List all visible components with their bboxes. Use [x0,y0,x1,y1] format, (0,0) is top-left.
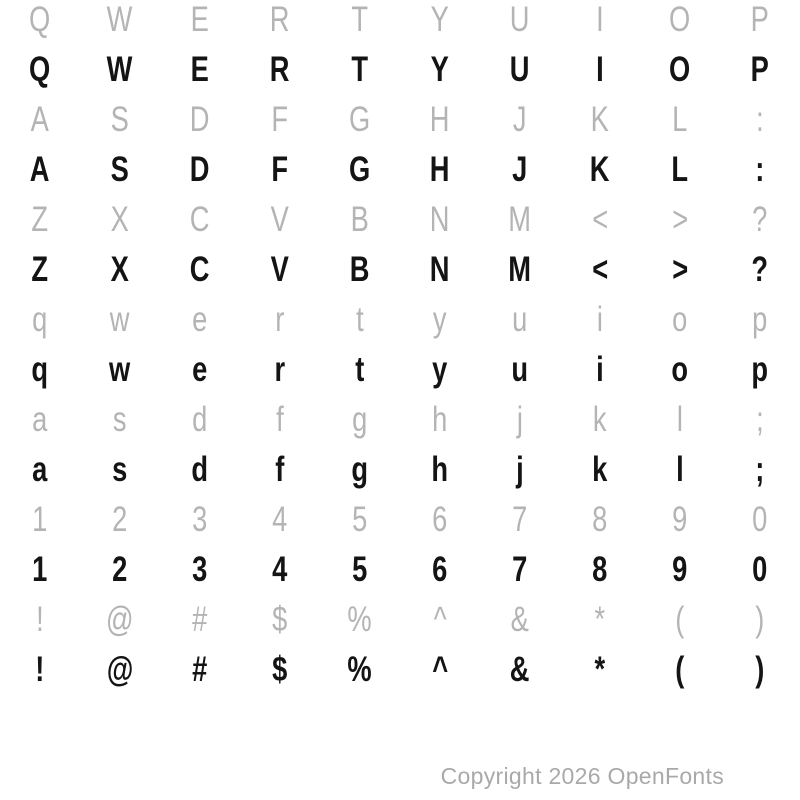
glyph-cell [400,44,480,94]
glyph: s [113,399,127,439]
glyph: i [596,299,604,339]
glyph: ? [752,199,768,239]
glyph-row [0,544,800,594]
glyph-cell [720,394,800,444]
glyph-cell [400,94,480,144]
glyph-cell [560,344,640,394]
glyph: % [347,649,373,689]
glyph: y [433,299,447,339]
glyph: ^ [433,599,447,639]
glyph-cell [400,494,480,544]
glyph: t [355,349,365,389]
glyph: l [676,399,684,439]
glyph-cell [640,44,720,94]
glyph-cell [480,594,560,644]
glyph-cell [640,494,720,544]
glyph: > [672,249,688,289]
glyph-cell [560,294,640,344]
glyph-cell [240,144,320,194]
glyph: I [596,49,604,89]
glyph: 3 [192,549,208,589]
glyph: o [672,299,688,339]
glyph: K [590,149,610,189]
glyph-cell [720,94,800,144]
glyph: & [510,599,530,639]
glyph: R [270,0,290,39]
glyph-cell [240,194,320,244]
glyph: W [107,0,133,39]
glyph-cell [480,494,560,544]
glyph: F [271,99,289,139]
glyph: Q [29,0,51,39]
glyph: 6 [432,499,448,539]
glyph: i [596,349,604,389]
glyph-cell [160,594,240,644]
glyph-row [0,44,800,94]
glyph: 0 [752,499,768,539]
glyph-cell [560,144,640,194]
glyph-cell [720,444,800,494]
glyph: # [192,649,208,689]
glyph-cell [640,344,720,394]
glyph-cell [160,144,240,194]
glyph-cell [320,244,400,294]
glyph-cell [400,394,480,444]
glyph: N [430,199,450,239]
glyph-cell [640,594,720,644]
glyph-cell [400,544,480,594]
glyph: ; [755,449,765,489]
glyph: f [275,449,285,489]
glyph: h [431,449,449,489]
glyph: d [191,449,209,489]
glyph: 5 [352,499,368,539]
glyph-cell [720,494,800,544]
glyph-cell [400,644,480,694]
glyph-cell [80,544,160,594]
glyph: w [109,349,131,389]
glyph: < [592,249,608,289]
glyph-cell [80,294,160,344]
glyph-cell [0,44,80,94]
glyph: ( [675,649,685,689]
glyph: 3 [192,499,208,539]
glyph-cell [560,444,640,494]
glyph: A [30,149,50,189]
glyph-cell [160,294,240,344]
glyph-cell [80,0,160,44]
glyph-cell [720,344,800,394]
glyph: w [110,299,130,339]
glyph-cell [560,244,640,294]
glyph-cell [640,94,720,144]
glyph: $ [272,599,288,639]
glyph: P [750,0,770,39]
glyph-cell [240,0,320,44]
glyph-cell [560,644,640,694]
glyph-cell [640,244,720,294]
glyph-cell [160,444,240,494]
glyph-cell [160,244,240,294]
glyph-cell [640,194,720,244]
glyph: ! [35,649,45,689]
glyph: S [110,149,130,189]
glyph-cell [560,594,640,644]
glyph: L [672,99,688,139]
glyph: Q [29,49,51,89]
glyph: ) [755,649,765,689]
glyph: X [110,199,130,239]
glyph: ? [751,249,769,289]
glyph-cell [560,0,640,44]
glyph: Z [31,199,49,239]
glyph: : [756,99,764,139]
glyph: ; [756,399,764,439]
glyph: I [596,0,604,39]
glyph: T [351,49,369,89]
glyph-cell [320,494,400,544]
glyph: S [110,99,130,139]
glyph: p [751,349,769,389]
glyph-cell [720,544,800,594]
glyph: u [511,349,529,389]
glyph-cell [320,44,400,94]
glyph-cell [320,194,400,244]
glyph: 2 [112,549,128,589]
glyph: a [32,399,48,439]
glyph-cell [560,544,640,594]
glyph-cell [400,144,480,194]
glyph: H [430,99,450,139]
glyph-cell [160,0,240,44]
glyph: f [276,399,284,439]
glyph: k [593,399,607,439]
glyph-cell [400,294,480,344]
glyph: s [112,449,128,489]
glyph: u [512,299,528,339]
glyph: 7 [512,549,528,589]
glyph-row [0,144,800,194]
glyph: E [190,0,210,39]
glyph-row [0,644,800,694]
glyph-cell [400,244,480,294]
glyph-cell [80,44,160,94]
glyph-cell [240,94,320,144]
glyph: L [671,149,689,189]
glyph-cell [720,294,800,344]
glyph: 5 [352,549,368,589]
glyph-cell [320,144,400,194]
glyph-cell [0,0,80,44]
glyph-cell [0,594,80,644]
glyph-cell [320,94,400,144]
glyph-cell [80,194,160,244]
glyph: O [669,49,691,89]
glyph-cell [720,194,800,244]
glyph-cell [560,494,640,544]
glyph-cell [480,194,560,244]
glyph-cell [240,344,320,394]
glyph-cell [640,544,720,594]
glyph-cell [240,44,320,94]
glyph: @ [106,649,134,689]
glyph-cell [640,644,720,694]
glyph-cell [240,544,320,594]
glyph: F [271,149,289,189]
copyright-text: Copyright 2026 OpenFonts [440,763,724,790]
glyph-cell [160,344,240,394]
glyph-cell [0,344,80,394]
glyph-cell [480,394,560,444]
glyph: j [516,449,524,489]
glyph-cell [0,544,80,594]
glyph: V [270,199,290,239]
glyph-cell [560,44,640,94]
glyph: 9 [672,549,688,589]
glyph: G [349,149,371,189]
glyph-cell [80,94,160,144]
glyph-cell [240,444,320,494]
glyph: E [190,49,210,89]
glyph-cell [720,594,800,644]
glyph-cell [80,244,160,294]
glyph: H [430,149,450,189]
glyph: R [270,49,290,89]
glyph: j [516,399,524,439]
glyph: $ [272,649,288,689]
glyph-cell [480,294,560,344]
glyph: G [349,99,371,139]
glyph-cell [480,94,560,144]
glyph: ^ [432,649,448,689]
glyph-cell [240,494,320,544]
glyph-cell [320,444,400,494]
glyph-cell [0,144,80,194]
glyph-cell [320,394,400,444]
glyph: ) [755,599,765,639]
glyph: < [592,199,608,239]
glyph-cell [320,544,400,594]
glyph-cell [160,94,240,144]
glyph-cell [560,194,640,244]
glyph-cell [720,244,800,294]
glyph: B [350,199,370,239]
glyph: ( [675,599,685,639]
glyph-cell [0,194,80,244]
glyph-cell [640,394,720,444]
glyph-cell [0,644,80,694]
glyph: 4 [272,549,288,589]
glyph: h [432,399,448,439]
glyph: W [107,49,133,89]
glyph: a [32,449,48,489]
glyph-cell [160,544,240,594]
glyph: Y [430,0,450,39]
glyph: 8 [592,549,608,589]
glyph: g [352,399,368,439]
glyph: K [590,99,610,139]
glyph: C [190,249,210,289]
glyph: J [513,99,527,139]
glyph-cell [400,194,480,244]
glyph-cell [240,594,320,644]
glyph-cell [240,294,320,344]
glyph-cell [160,194,240,244]
glyph: ! [36,599,44,639]
glyph-cell [80,444,160,494]
glyph: : [755,149,765,189]
glyph-cell [320,644,400,694]
glyph-cell [480,244,560,294]
glyph-cell [400,0,480,44]
glyph-cell [640,0,720,44]
glyph: D [190,99,210,139]
glyph: C [190,199,210,239]
glyph-cell [720,0,800,44]
glyph-cell [560,94,640,144]
glyph: r [274,349,286,389]
glyph-cell [720,644,800,694]
glyph: t [356,299,364,339]
glyph-row [0,394,800,444]
glyph: d [192,399,208,439]
glyph: D [190,149,210,189]
glyph-row [0,594,800,644]
glyph: e [192,299,208,339]
glyph-row [0,294,800,344]
glyph: 9 [672,499,688,539]
glyph: M [508,249,532,289]
glyph: 7 [512,499,528,539]
glyph-cell [480,144,560,194]
glyph-cell [640,444,720,494]
glyph-cell [160,644,240,694]
glyph: l [676,449,684,489]
glyph-cell [0,444,80,494]
glyph: p [752,299,768,339]
glyph-cell [0,394,80,444]
glyph: Z [31,249,49,289]
glyph-cell [320,294,400,344]
glyph-cell [240,644,320,694]
glyph-cell [640,144,720,194]
glyph-cell [480,344,560,394]
glyph-row [0,494,800,544]
glyph-row [0,194,800,244]
glyph: 4 [272,499,288,539]
glyph: B [350,249,370,289]
glyph-cell [480,644,560,694]
glyph-row [0,444,800,494]
glyph-cell [320,0,400,44]
glyph: M [508,199,532,239]
glyph: 0 [752,549,768,589]
glyph: U [510,0,530,39]
glyph: 8 [592,499,608,539]
glyph-cell [0,244,80,294]
glyph-cell [640,294,720,344]
glyph-row [0,0,800,44]
glyph: * [594,599,606,639]
glyph: Y [430,49,450,89]
glyph: q [32,299,48,339]
glyph-cell [480,44,560,94]
glyph-cell [720,144,800,194]
glyph-cell [480,0,560,44]
glyph: P [750,49,770,89]
glyph: 6 [432,549,448,589]
glyph: 1 [32,499,48,539]
glyph-cell [0,494,80,544]
glyph-cell [240,244,320,294]
glyph: e [192,349,208,389]
glyph-cell [480,544,560,594]
glyph: X [110,249,130,289]
glyph: & [510,649,530,689]
glyph-cell [720,44,800,94]
glyph: V [270,249,290,289]
glyph: g [351,449,369,489]
glyph-cell [400,444,480,494]
glyph: q [31,349,49,389]
glyph-row [0,244,800,294]
glyph-cell [80,144,160,194]
glyph: 1 [32,549,48,589]
glyph-cell [0,94,80,144]
glyph-cell [400,594,480,644]
glyph-cell [240,394,320,444]
glyph-cell [80,394,160,444]
glyph-cell [400,344,480,394]
glyph: r [275,299,285,339]
glyph: o [671,349,689,389]
glyph-cell [320,594,400,644]
glyph: @ [106,599,134,639]
glyph: 2 [112,499,128,539]
glyph: # [192,599,208,639]
glyph-cell [80,644,160,694]
glyph: O [669,0,691,39]
glyph-row [0,344,800,394]
glyph-cell [0,294,80,344]
glyph-row [0,94,800,144]
glyph: A [30,99,50,139]
glyph-cell [480,444,560,494]
glyph: * [594,649,606,689]
glyph-cell [80,594,160,644]
glyph-cell [320,344,400,394]
glyph: J [512,149,528,189]
glyph: y [432,349,448,389]
glyph: T [351,0,369,39]
glyph: U [510,49,530,89]
glyph-cell [560,394,640,444]
glyph-cell [160,394,240,444]
glyph: % [347,599,373,639]
glyph-cell [80,494,160,544]
glyph: N [430,249,450,289]
glyph: k [592,449,608,489]
glyph-cell [160,44,240,94]
glyph-cell [160,494,240,544]
glyph-cell [80,344,160,394]
glyph: > [672,199,688,239]
